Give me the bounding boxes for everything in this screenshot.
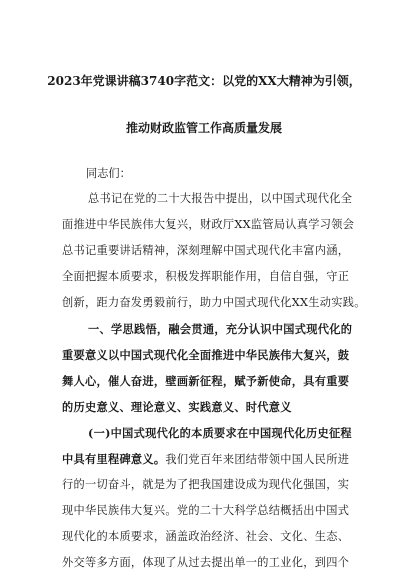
body-line: 创新，距力奋发勇毅前行，助力中国式现代化XX生动实践。 <box>62 296 366 309</box>
document-title-line2: 推动财政监管工作高质量发展 <box>125 121 282 135</box>
body-line: 行的一切奋斗，就是为了把我国建设成为现代化强国，实 <box>62 478 350 491</box>
body-line: 现代化的本质要求，涵盖政治经济、社会、文化、生态、 <box>62 530 350 543</box>
subsection-heading-end: 中具有里程碑意义。 <box>62 452 166 466</box>
section-heading-line: 一、学思践悟，融会贯通，充分认识中国式现代化的 <box>88 322 353 336</box>
body-line: 总书记重要讲话精神，深刻理解中国式现代化丰富内涵， <box>62 244 350 257</box>
body-line: 外交等多方面，体现了从过去提出单一的工业化，到四个 <box>62 556 350 569</box>
document-title-line1: 2023年党课讲稿3740字范文：以党的XX大精神为引领， <box>47 74 361 88</box>
salutation: 同志们： <box>86 167 131 180</box>
section-heading-line: 重要意义以中国式现代化全面推进中华民族伟大复兴，鼓 <box>62 348 350 362</box>
subsection-heading-line: (一)中国式现代化的本质要求在中国现代化历史征程 <box>88 426 352 440</box>
subsection-mixed-line <box>62 446 348 472</box>
section-heading-line: 舞人心，催人奋进，壁画新征程，赋予新使命，具有重要 <box>62 374 350 388</box>
body-line: 现中华民族伟大复兴。党的二十大科学总结概括出中国式 <box>62 504 350 517</box>
body-text: 我们党百年来团结带领中国人民所进 <box>165 453 350 466</box>
section-heading-line: 的历史意义、理论意义、实践意义、时代意义 <box>62 400 292 414</box>
body-line: 面推进中华民族伟大复兴，财政厅XX监管局认真学习领会 <box>62 218 355 231</box>
body-line: 全面把握本质要求，积极发挥职能作用，自信自强，守正 <box>62 270 350 283</box>
body-line: 总书记在党的二十大报告中提出，以中国式现代化全 <box>88 192 353 205</box>
